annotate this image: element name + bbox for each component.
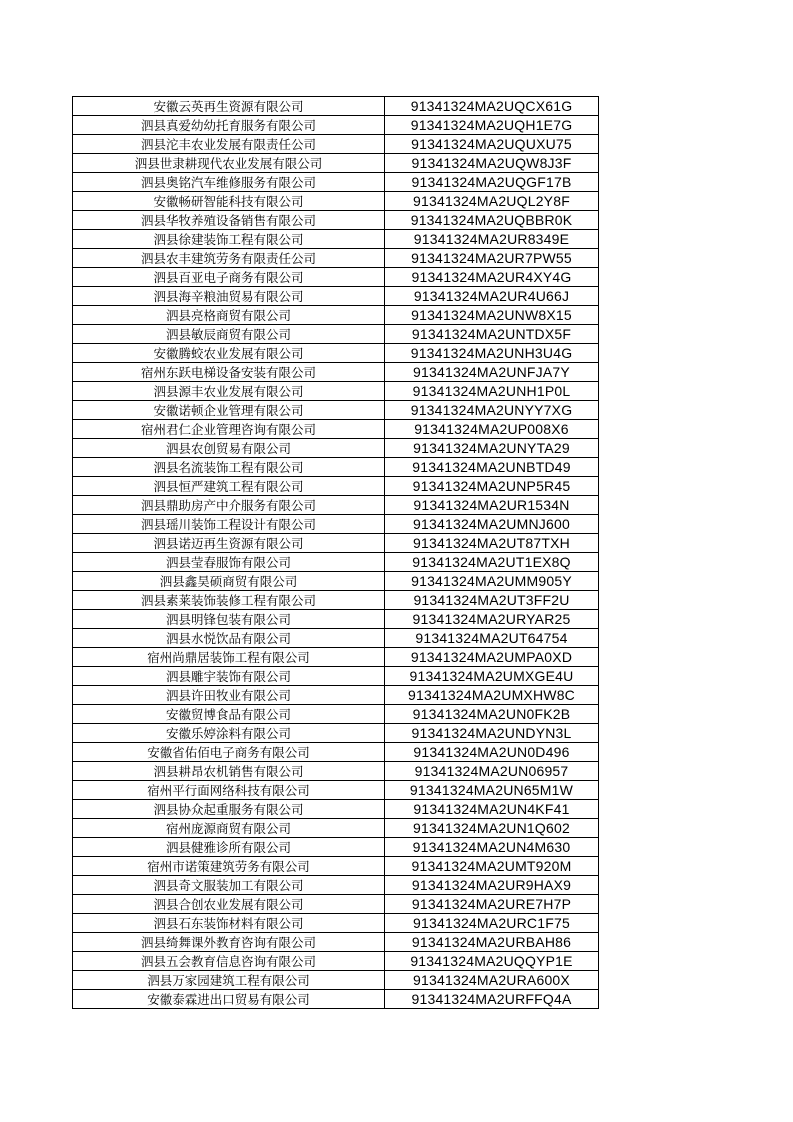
- table-row: [73, 610, 599, 629]
- company-name-cell: 宿州庞源商贸有限公司: [73, 819, 385, 838]
- table-row: [73, 895, 599, 914]
- table-row: [73, 458, 599, 477]
- credit-code-cell: 91341324MA2UQBBR0K: [385, 211, 599, 230]
- company-name-cell: 安徽泰霖进出口贸易有限公司: [73, 990, 385, 1009]
- credit-code-cell: 91341324MA2UR1534N: [385, 496, 599, 515]
- table-row: [73, 591, 599, 610]
- company-name-cell: 泗县雕宇装饰有限公司: [73, 667, 385, 686]
- company-name-cell: 泗县五会教育信息咨询有限公司: [73, 952, 385, 971]
- company-name-cell: 泗县水悦饮品有限公司: [73, 629, 385, 648]
- company-name-cell: 安徽乐婷涂料有限公司: [73, 724, 385, 743]
- credit-code-cell: 91341324MA2UNTDX5F: [385, 325, 599, 344]
- table-row: [73, 971, 599, 990]
- company-name-cell: 泗县万家园建筑工程有限公司: [73, 971, 385, 990]
- table-row: [73, 439, 599, 458]
- table-row: [73, 553, 599, 572]
- table-row: [73, 781, 599, 800]
- table-row: [73, 800, 599, 819]
- company-name-cell: 泗县真爱幼幼托育服务有限公司: [73, 116, 385, 135]
- credit-code-cell: 91341324MA2UN4KF41: [385, 800, 599, 819]
- company-name-cell: 安徽腾蛟农业发展有限公司: [73, 344, 385, 363]
- table-row: [73, 230, 599, 249]
- credit-code-cell: 91341324MA2UR7PW55: [385, 249, 599, 268]
- table-row: [73, 420, 599, 439]
- table-row: [73, 876, 599, 895]
- table-row: [73, 743, 599, 762]
- company-name-cell: 泗县绮舞课外教育咨询有限公司: [73, 933, 385, 952]
- table-row: [73, 154, 599, 173]
- table-row: [73, 667, 599, 686]
- company-name-cell: 泗县瑶川装饰工程设计有限公司: [73, 515, 385, 534]
- company-registry-table: [72, 96, 599, 1009]
- company-name-cell: 泗县合创农业发展有限公司: [73, 895, 385, 914]
- company-name-cell: 泗县农创贸易有限公司: [73, 439, 385, 458]
- table-row: [73, 515, 599, 534]
- credit-code-cell: 91341324MA2UMXGE4U: [385, 667, 599, 686]
- table-row: [73, 686, 599, 705]
- credit-code-cell: 91341324MA2UNBTD49: [385, 458, 599, 477]
- credit-code-cell: 91341324MA2UR8349E: [385, 230, 599, 249]
- company-name-cell: 安徽省佑佰电子商务有限公司: [73, 743, 385, 762]
- credit-code-cell: 91341324MA2UQGF17B: [385, 173, 599, 192]
- company-name-cell: 泗县石东装饰材料有限公司: [73, 914, 385, 933]
- credit-code-cell: 91341324MA2UQL2Y8F: [385, 192, 599, 211]
- table-row: [73, 952, 599, 971]
- credit-code-cell: 91341324MA2UMXHW8C: [385, 686, 599, 705]
- table-row: [73, 933, 599, 952]
- table-row: [73, 268, 599, 287]
- company-name-cell: 泗县健雅诊所有限公司: [73, 838, 385, 857]
- table-row: [73, 762, 599, 781]
- table-row: [73, 724, 599, 743]
- table-row: [73, 705, 599, 724]
- table-row: [73, 648, 599, 667]
- credit-code-cell: 91341324MA2URC1F75: [385, 914, 599, 933]
- table-row: [73, 249, 599, 268]
- table-row: [73, 857, 599, 876]
- table-row: [73, 363, 599, 382]
- table-row: [73, 116, 599, 135]
- company-name-cell: 泗县明锋包装有限公司: [73, 610, 385, 629]
- company-name-cell: 宿州东跃电梯设备安装有限公司: [73, 363, 385, 382]
- credit-code-cell: 91341324MA2UMT920M: [385, 857, 599, 876]
- company-name-cell: 泗县协众起重服务有限公司: [73, 800, 385, 819]
- credit-code-cell: 91341324MA2UNH3U4G: [385, 344, 599, 363]
- company-name-cell: 泗县奇文服装加工有限公司: [73, 876, 385, 895]
- company-name-cell: 泗县沱丰农业发展有限责任公司: [73, 135, 385, 154]
- credit-code-cell: 91341324MA2URBAH86: [385, 933, 599, 952]
- credit-code-cell: 91341324MA2UMM905Y: [385, 572, 599, 591]
- credit-code-cell: 91341324MA2UNDYN3L: [385, 724, 599, 743]
- company-name-cell: 泗县亮格商贸有限公司: [73, 306, 385, 325]
- table-row: [73, 173, 599, 192]
- company-name-cell: 泗县鼎助房产中介服务有限公司: [73, 496, 385, 515]
- credit-code-cell: 91341324MA2UP008X6: [385, 420, 599, 439]
- company-name-cell: 泗县源丰农业发展有限公司: [73, 382, 385, 401]
- table-row: [73, 819, 599, 838]
- company-name-cell: 泗县鑫昊硕商贸有限公司: [73, 572, 385, 591]
- company-name-cell: 泗县敏辰商贸有限公司: [73, 325, 385, 344]
- company-name-cell: 泗县华牧养殖设备销售有限公司: [73, 211, 385, 230]
- credit-code-cell: 91341324MA2UN1Q602: [385, 819, 599, 838]
- credit-code-cell: 91341324MA2UNP5R45: [385, 477, 599, 496]
- credit-code-cell: 91341324MA2URA600X: [385, 971, 599, 990]
- company-name-cell: 泗县海辛粮油贸易有限公司: [73, 287, 385, 306]
- credit-code-cell: 91341324MA2UR9HAX9: [385, 876, 599, 895]
- table-row: [73, 344, 599, 363]
- credit-code-cell: 91341324MA2UT3FF2U: [385, 591, 599, 610]
- company-name-cell: 安徽云英再生资源有限公司: [73, 97, 385, 116]
- company-name-cell: 泗县名流装饰工程有限公司: [73, 458, 385, 477]
- credit-code-cell: 91341324MA2UN06957: [385, 762, 599, 781]
- credit-code-cell: 91341324MA2UT1EX8Q: [385, 553, 599, 572]
- credit-code-cell: 91341324MA2UQCX61G: [385, 97, 599, 116]
- company-name-cell: 泗县恒严建筑工程有限公司: [73, 477, 385, 496]
- credit-code-cell: 91341324MA2UNYY7XG: [385, 401, 599, 420]
- credit-code-cell: 91341324MA2UMPA0XD: [385, 648, 599, 667]
- credit-code-cell: 91341324MA2UNW8X15: [385, 306, 599, 325]
- table-row: [73, 477, 599, 496]
- company-name-cell: 泗县诺迈再生资源有限公司: [73, 534, 385, 553]
- table-row: [73, 401, 599, 420]
- table-row: [73, 97, 599, 116]
- credit-code-cell: 91341324MA2URFFQ4A: [385, 990, 599, 1009]
- company-name-cell: 宿州君仁企业管理咨询有限公司: [73, 420, 385, 439]
- table-body: [73, 97, 599, 1009]
- credit-code-cell: 91341324MA2UNYTA29: [385, 439, 599, 458]
- table-row: [73, 990, 599, 1009]
- company-name-cell: 泗县素莱装饰装修工程有限公司: [73, 591, 385, 610]
- table-row: [73, 496, 599, 515]
- company-name-cell: 宿州市诺策建筑劳务有限公司: [73, 857, 385, 876]
- company-name-cell: 泗县徐建装饰工程有限公司: [73, 230, 385, 249]
- table-row: [73, 572, 599, 591]
- credit-code-cell: 91341324MA2URE7H7P: [385, 895, 599, 914]
- company-name-cell: 泗县耕昂农机销售有限公司: [73, 762, 385, 781]
- credit-code-cell: 91341324MA2UR4XY4G: [385, 268, 599, 287]
- table-row: [73, 534, 599, 553]
- table-row: [73, 325, 599, 344]
- company-name-cell: 宿州平行面网络科技有限公司: [73, 781, 385, 800]
- credit-code-cell: 91341324MA2URYAR25: [385, 610, 599, 629]
- table-row: [73, 192, 599, 211]
- credit-code-cell: 91341324MA2UN4M630: [385, 838, 599, 857]
- company-name-cell: 安徽诺顿企业管理有限公司: [73, 401, 385, 420]
- credit-code-cell: 91341324MA2UNH1P0L: [385, 382, 599, 401]
- credit-code-cell: 91341324MA2UT87TXH: [385, 534, 599, 553]
- credit-code-cell: 91341324MA2UQQYP1E: [385, 952, 599, 971]
- company-name-cell: 泗县许田牧业有限公司: [73, 686, 385, 705]
- table-row: [73, 306, 599, 325]
- company-name-cell: 泗县世隶耕现代农业发展有限公司: [73, 154, 385, 173]
- company-name-cell: 泗县百亚电子商务有限公司: [73, 268, 385, 287]
- table-row: [73, 211, 599, 230]
- credit-code-cell: 91341324MA2UT64754: [385, 629, 599, 648]
- table-row: [73, 914, 599, 933]
- company-name-cell: 泗县莹春服饰有限公司: [73, 553, 385, 572]
- credit-code-cell: 91341324MA2UN0D496: [385, 743, 599, 762]
- credit-code-cell: 91341324MA2UN65M1W: [385, 781, 599, 800]
- table-row: [73, 287, 599, 306]
- table-row: [73, 629, 599, 648]
- company-name-cell: 安徽贸博食品有限公司: [73, 705, 385, 724]
- table-row: [73, 135, 599, 154]
- company-name-cell: 宿州尚鼎居装饰工程有限公司: [73, 648, 385, 667]
- credit-code-cell: 91341324MA2UQUXU75: [385, 135, 599, 154]
- company-name-cell: 安徽畅研智能科技有限公司: [73, 192, 385, 211]
- credit-code-cell: 91341324MA2UN0FK2B: [385, 705, 599, 724]
- credit-code-cell: 91341324MA2UQH1E7G: [385, 116, 599, 135]
- credit-code-cell: 91341324MA2UMNJ600: [385, 515, 599, 534]
- credit-code-cell: 91341324MA2UNFJA7Y: [385, 363, 599, 382]
- company-name-cell: 泗县奥铭汽车维修服务有限公司: [73, 173, 385, 192]
- company-name-cell: 泗县农丰建筑劳务有限责任公司: [73, 249, 385, 268]
- table-row: [73, 838, 599, 857]
- credit-code-cell: 91341324MA2UQW8J3F: [385, 154, 599, 173]
- table-row: [73, 382, 599, 401]
- credit-code-cell: 91341324MA2UR4U66J: [385, 287, 599, 306]
